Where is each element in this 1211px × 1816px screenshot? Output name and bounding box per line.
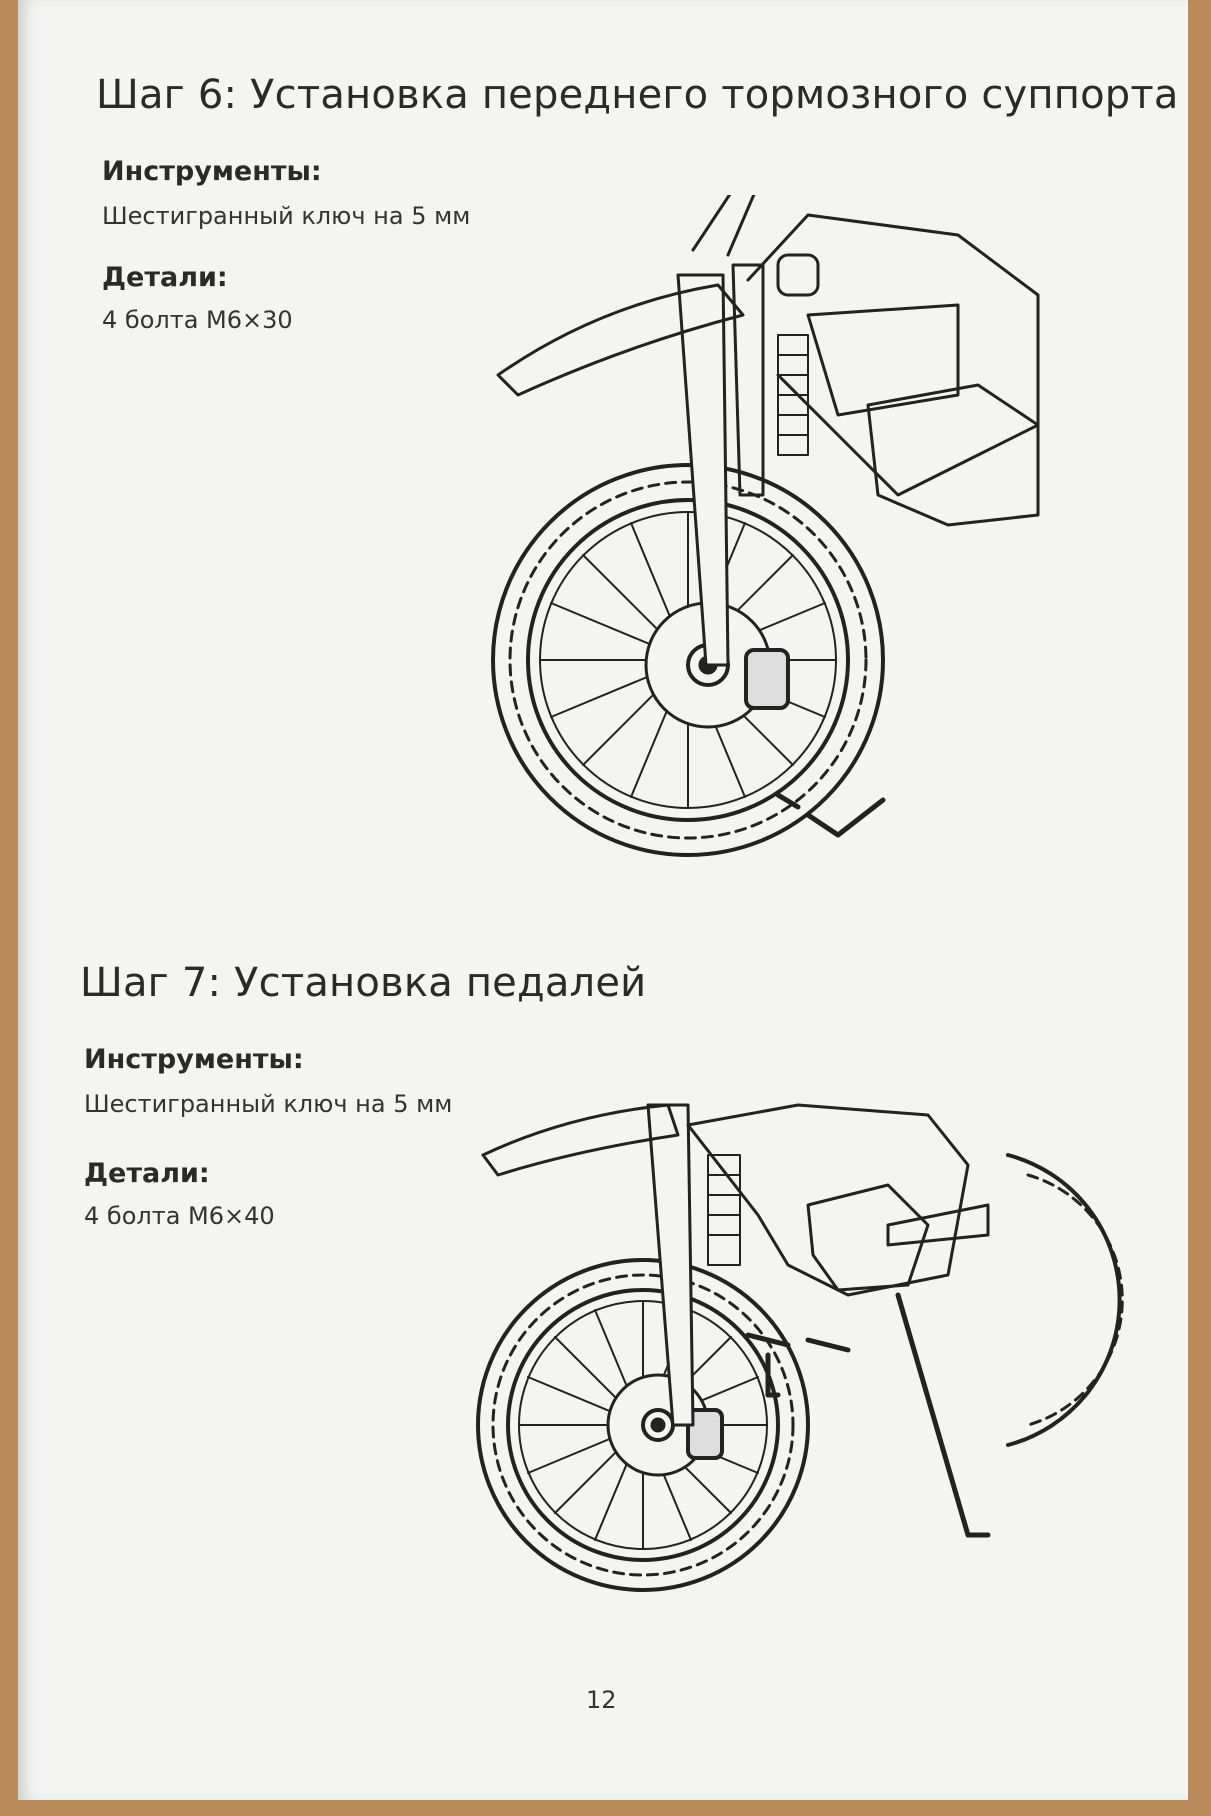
motorcycle-front-brake-caliper-icon <box>478 195 1118 895</box>
step-7-title: Шаг 7: Установка педалей <box>80 960 647 1006</box>
step-7-parts-label: Детали: <box>84 1158 210 1189</box>
step-7-parts-value: 4 болта M6×40 <box>84 1202 275 1230</box>
manual-page <box>18 0 1188 1800</box>
step-6-parts-value: 4 болта M6×30 <box>102 306 293 334</box>
step-6-tools-value: Шестигранный ключ на 5 мм <box>102 202 471 230</box>
page-number: 12 <box>586 1686 617 1714</box>
step-6-parts-label: Детали: <box>102 262 228 293</box>
motorcycle-footpegs-icon <box>468 1095 1168 1615</box>
step-6-title: Шаг 6: Установка переднего тормозного суппорта <box>96 72 1179 118</box>
step-7-tools-value: Шестигранный ключ на 5 мм <box>84 1090 453 1118</box>
step-7-tools-label: Инструменты: <box>84 1044 304 1075</box>
step-6-tools-label: Инструменты: <box>102 156 322 187</box>
